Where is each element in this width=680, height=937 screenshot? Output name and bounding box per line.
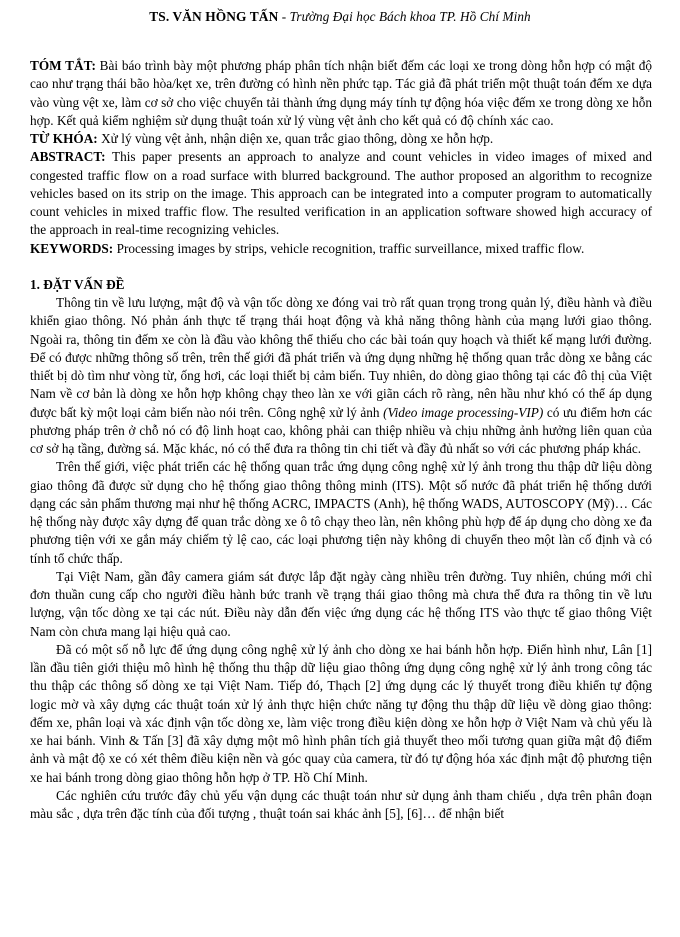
- abstract-vi-text: Bài báo trình bày một phương pháp phân tích nhận biết đếm các loại xe trong dòng hỗn hợp có mật độ cao như trạng thái bão hòa/kẹt xe, trên đường có hình nền phức tạp. Tác giả đã phát triển một thuật toán đếm xe dựa vào vùng vệt xe, làm cơ sở cho việc chuyển tải thành ứng dụng máy tính tự động hóa việc đếm xe trong dòng xe hỗn hợp. Kết quả kiểm nghiệm sử dụng thuật toán xử lý vùng vệt ảnh cho kết quả có độ chính xác cao.: [30, 58, 653, 128]
- abstract-en-text: This paper presents an approach to analyze and count vehicles in video images of mixed and congested traffic flow on a road surface with blurred background. The author proposed an algorithm to recognize vehicles based on its strip on the image. This approach can be integrated into a computer program to automatically count vehicles in mixed traffic flow. The resulted verification in an application software showed high accuracy of the approach in real-time recognizing vehicles.: [30, 149, 652, 238]
- keywords-vi-paragraph: [30, 130, 652, 148]
- paragraph-1-part-a: Thông tin về lưu lượng, mật độ và vận tốc dòng xe đóng vai trò rất quan trọng trong quản lý, điều hành và điều khiển giao thông. Nó phản ánh thực tế trạng thái hoạt động và khả năng thông hành của mạng lưới giao thông. Ngoài ra, thông tin đếm xe còn là đầu vào không thể thiếu cho các bài toán quy hoạch và thiết kế mạng lưới đường. Để có được những thông số trên, trên thế giới đã phát triển và ứng dụng những hệ thống quan trắc dòng xe bằng các thiết bị dò tìm như vòng từ, ống hơi, các loại thiết bị cảm biến. Tuy nhiên, do dòng giao thông tại các đô thị của Việt Nam về cơ bản là dòng xe hỗn hợp không chạy theo làn xe với giãn cách rõ ràng, nên hầu như khó có thể áp dụng được bất kỳ một loại cảm biến nào nói trên. Công nghệ xử lý ảnh: [30, 295, 652, 420]
- paragraph-1-part-b: có ưu điểm hơn các phương pháp trên ở chỗ nó có độ linh hoạt cao, không phải can thiệp nhiều và chịu những ảnh hưởng liên quan của cơ sở hạ tầng, đường sá. Mặc khác, nó có thể đưa ra thông tin chi tiết và đầy đủ nhất so với các phương pháp khác.: [30, 404, 652, 456]
- section-1-heading: 1. ĐẶT VẤN ĐỀ: [30, 276, 125, 292]
- section-1-paragraph-2: Trên thế giới, việc phát triển các hệ thống quan trắc ứng dụng công nghệ xử lý ảnh trong thu thập dữ liệu dòng giao thông đã được sử dụng cho hệ thống giao thông thông minh (ITS). Một số nước đã phát triển hệ thống dưới dạng các sản phẩm thương mại như hệ thống ACRC, IMPACTS (Anh), hệ thống WADS, AUTOSCOPY (Mỹ)… Các hệ thống này được xây dựng để quan trắc dòng xe ô tô chạy theo làn, nên không phù hợp để áp dụng cho dòng xe đa phương tiện với xe gắn máy chiếm tỷ lệ cao, các loại phương tiện này không di chuyển theo một làn cố định và có tính tổ chức thấp.: [30, 459, 652, 566]
- body-column: [30, 57, 652, 823]
- keywords-en-text: Processing images by strips, vehicle recognition, traffic surveillance, mixed traffic flow.: [113, 240, 585, 256]
- keywords-en-label: KEYWORDS:: [30, 240, 114, 256]
- running-head-separator: -: [278, 9, 290, 24]
- keywords-vi-label: TỪ KHÓA:: [30, 131, 98, 146]
- section-1-paragraph-1: [30, 294, 652, 458]
- running-head-author: TS. VĂN HỒNG TẤN: [149, 9, 279, 24]
- section-1-paragraph-3: Tại Việt Nam, gần đây camera giám sát được lắp đặt ngày càng nhiều trên đường. Tuy nhiên, chúng mới chỉ đơn thuần cung cấp cho người điều hành bức tranh về trạng thái giao thông mà chưa thể đưa ra thông tin về lưu lượng, vận tốc dòng xe tại các nút. Điều này dẫn đến việc ứng dụng các hệ thống ITS vào thực tế giao thông Việt Nam còn chưa mang lại hiệu quả cao.: [30, 568, 652, 639]
- abstract-en-paragraph: [30, 148, 652, 239]
- keywords-vi-text: Xử lý vùng vệt ảnh, nhận diện xe, quan trắc giao thông, dòng xe hỗn hợp.: [97, 131, 494, 146]
- abstract-vi-label: TÓM TẮT:: [30, 58, 96, 73]
- section-1-paragraph-4: Đã có một số nỗ lực để ứng dụng công nghệ xử lý ảnh cho dòng xe hai bánh hỗn hợp. Điển hình như, Lân [1] lần đầu tiên giới thiệu mô hình hệ thống thu thập dữ liệu giao thông ứng dụng công nghệ xử lý ảnh trong công tác thu thập các thông số dòng xe tại Việt Nam. Tiếp đó, Thạch [2] ứng dụng các lý thuyết trong điều khiển tự động logic mờ và xây dựng các thuật toán xử lý ảnh thực hiện chức năng tự động thu thập dữ liệu về dòng giao thông: đếm xe, phân loại và xác định vận tốc dòng xe, làm việc trong điều kiện dòng xe hỗn hợp ở Việt Nam và chủ yếu là xe hai bánh. Vinh & Tấn [3] đã xây dựng một mô hình phân tích giả thuyết theo mối tương quan giữa mật độ điểm ảnh và mật độ xe có xét thêm điều kiện nền và góc quay của camera, từ đó tự động hóa xác định mật độ phương tiện xe hai bánh trong dòng giao thông hỗn hợp ở TP. Hồ Chí Minh.: [30, 641, 652, 785]
- running-head: [0, 0, 680, 25]
- paragraph-1-italic-term: (Video image processing-VIP): [383, 404, 544, 420]
- section-1-paragraph-5: Các nghiên cứu trước đây chủ yếu vận dụng các thuật toán như sử dụng ảnh tham chiếu , dựa trên phân đoạn màu sắc , dựa trên đặc tính của đối tượng , thuật toán sai khác ảnh [5], [6]… để nhận biết: [30, 787, 652, 821]
- abstract-en-label: ABSTRACT:: [30, 149, 106, 165]
- running-head-affiliation: Trường Đại học Bách khoa TP. Hồ Chí Minh: [289, 9, 531, 24]
- abstract-vi-paragraph: [30, 57, 652, 130]
- keywords-en-paragraph: [30, 240, 652, 258]
- spacer-before-section: [30, 258, 652, 276]
